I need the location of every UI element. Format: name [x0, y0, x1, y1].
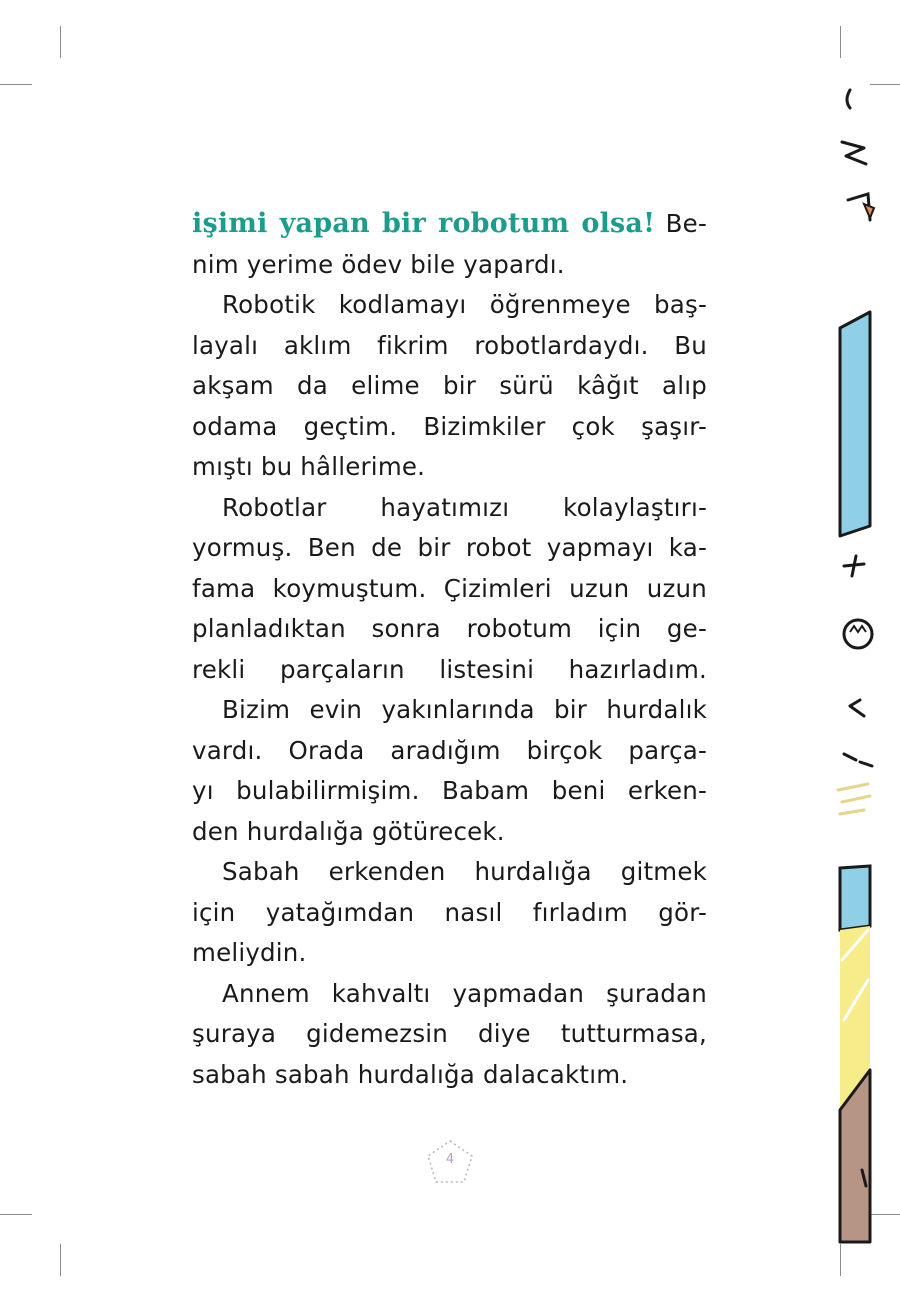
crop-mark-top-left-horizontal: [0, 84, 32, 85]
crop-mark-bottom-left-horizontal: [0, 1214, 32, 1215]
text-line: meliydin.: [192, 938, 307, 967]
text-line: Sabah erkenden hurdalığa gitmek: [222, 857, 707, 886]
page-number-badge: [425, 1138, 475, 1186]
crop-mark-bottom-left-vertical: [60, 1244, 61, 1276]
text-line: Robotlar hayatımızı kolaylaştırı-: [222, 492, 707, 522]
text-line: Annem kahvaltı yapmadan şuradan: [222, 978, 707, 1008]
text-line: den hurdalığa götürecek.: [192, 816, 505, 846]
text-line-1: işimi yapan bir robotum olsa! Be-: [192, 208, 708, 239]
text-line: şuraya gidemezsin diye tutturmasa,: [192, 1019, 707, 1048]
text-line: yı bulabilirmişim. Babam beni erken-: [192, 776, 707, 805]
text-line: sabah sabah hurdalığa dalacaktım.: [192, 1059, 629, 1089]
text-line: vardı. Orada aradığım birçok parça-: [192, 735, 707, 765]
text-line: fama koymuştum. Çizimleri uzun uzun: [192, 573, 707, 603]
page-number: 4: [445, 1152, 455, 1167]
story-text: [192, 204, 707, 1095]
text-line: için yatağımdan nasıl fırladım gör-: [192, 897, 707, 927]
text-line: Bizim evin yakınlarında bir hurdalık: [222, 695, 707, 724]
text-line: yormuş. Ben de bir robot yapmayı ka-: [192, 533, 707, 562]
text-line: layalı aklım fikrim robotlardaydı. Bu: [192, 330, 707, 360]
text-line: planladıktan sonra robotum için ge-: [192, 614, 707, 643]
text-line: rekli parçaların listesini hazırladım.: [192, 654, 707, 684]
text-line: Robotik kodlamayı öğrenmeye baş-: [222, 290, 707, 319]
margin-illustration: [820, 60, 900, 1260]
text-line: odama geçtim. Bizimkiler çok şaşır-: [192, 411, 707, 441]
highlight-phrase: işimi yapan bir robotum olsa!: [192, 208, 656, 239]
crop-mark-top-right-vertical: [840, 26, 841, 58]
text-line: mıştı bu hâllerime.: [192, 452, 426, 481]
crop-mark-top-left-vertical: [60, 26, 61, 58]
text-line: akşam da elime bir sürü kâğıt alıp: [192, 371, 707, 400]
text-line: nim yerime ödev bile yapardı.: [192, 249, 565, 279]
